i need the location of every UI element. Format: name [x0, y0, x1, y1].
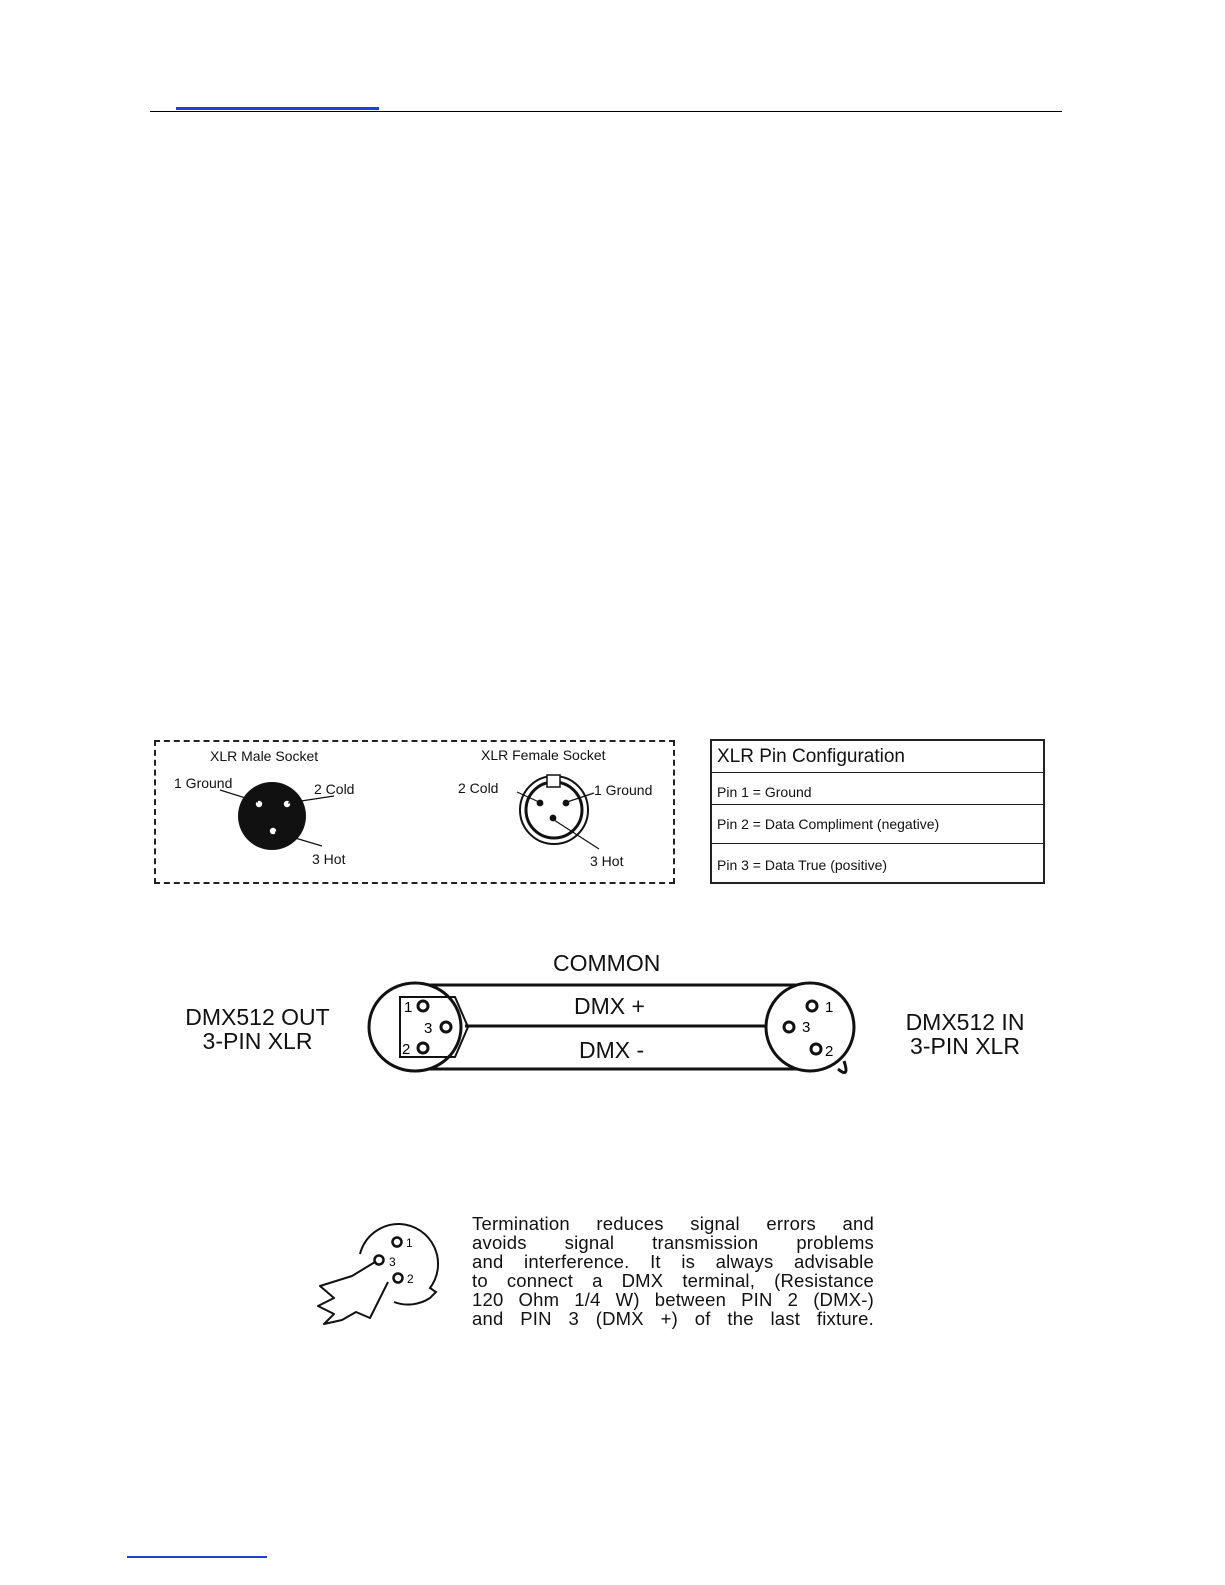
male-pin2-label: 2 Cold	[314, 781, 355, 797]
female-pin1	[563, 800, 570, 807]
dmx-plus-label: DMX +	[574, 993, 645, 1019]
termination-text	[472, 1214, 874, 1328]
termination-line-5: 120 Ohm 1/4 W) between PIN 2 (DMX-)	[472, 1289, 874, 1310]
pin-table-row-2: Pin 2 = Data Compliment (negative)	[712, 805, 1043, 844]
termination-line-2: avoids signal transmission problems	[472, 1232, 874, 1253]
female-pin2-label: 2 Cold	[458, 780, 499, 796]
dmx-in-label	[880, 1010, 1050, 1058]
termination-line-4: to connect a DMX terminal, (Resistance	[472, 1270, 874, 1291]
termination-line-1: Termination reduces signal errors and	[472, 1213, 874, 1234]
terminator-drawing	[312, 1218, 447, 1330]
dmx-minus-label: DMX -	[579, 1037, 645, 1063]
in-connector-latch	[838, 1061, 846, 1073]
xlr-socket-diagram	[154, 740, 675, 884]
pin-table-title: XLR Pin Configuration	[712, 741, 1043, 773]
dmx-cable-drawing	[360, 975, 870, 1085]
out-pin-3-num: 3	[424, 1020, 433, 1037]
in-pin-2-num: 2	[825, 1043, 834, 1060]
male-pin2	[284, 801, 290, 807]
male-socket-body	[238, 782, 306, 850]
pin-table-row-3: Pin 3 = Data True (positive)	[717, 857, 888, 873]
term-pin-2	[394, 1274, 403, 1283]
male-pin3-label: 3 Hot	[312, 851, 346, 867]
out-pin-1-num: 1	[404, 999, 413, 1016]
out-pin-2-num: 2	[402, 1041, 411, 1058]
footer-link[interactable]	[127, 1556, 267, 1558]
male-socket-title: XLR Male Socket	[210, 748, 319, 764]
male-pin3	[270, 828, 276, 834]
female-socket-key	[547, 775, 560, 787]
female-pin1-label: 1 Ground	[594, 782, 653, 798]
pin-table-row-1: Pin 1 = Ground	[712, 773, 1043, 805]
female-socket-title: XLR Female Socket	[481, 747, 606, 763]
pin-config-table	[710, 739, 1045, 884]
in-pin-1-num: 1	[825, 999, 834, 1016]
female-pin2	[537, 800, 544, 807]
socket-drawings	[154, 740, 675, 884]
termination-line-3: and interference. It is always advisable	[472, 1251, 874, 1272]
term-pin-2-num: 2	[407, 1272, 414, 1286]
resistor-icon	[318, 1262, 388, 1324]
term-pin-3	[375, 1256, 384, 1265]
common-label: COMMON	[553, 950, 661, 976]
male-pin1-label: 1 Ground	[174, 775, 233, 791]
termination-line-6: and PIN 3 (DMX +) of the last fixture.	[472, 1308, 874, 1329]
female-socket-inner	[526, 782, 582, 838]
header-rule	[150, 111, 1062, 112]
term-pin-1	[393, 1238, 402, 1247]
term-pin-3-num: 3	[389, 1255, 396, 1269]
dmx-out-label	[160, 1005, 355, 1053]
in-pin-3-num: 3	[802, 1019, 811, 1036]
female-pin3-label: 3 Hot	[590, 853, 624, 869]
dmx-out-line2: 3-PIN XLR	[202, 1028, 313, 1054]
dmx-out-line1: DMX512 OUT	[185, 1004, 330, 1030]
dmx-in-line1: DMX512 IN	[905, 1009, 1025, 1035]
term-pin-1-num: 1	[406, 1236, 413, 1250]
header-link[interactable]	[176, 107, 379, 110]
dmx-in-line2: 3-PIN XLR	[910, 1033, 1020, 1059]
